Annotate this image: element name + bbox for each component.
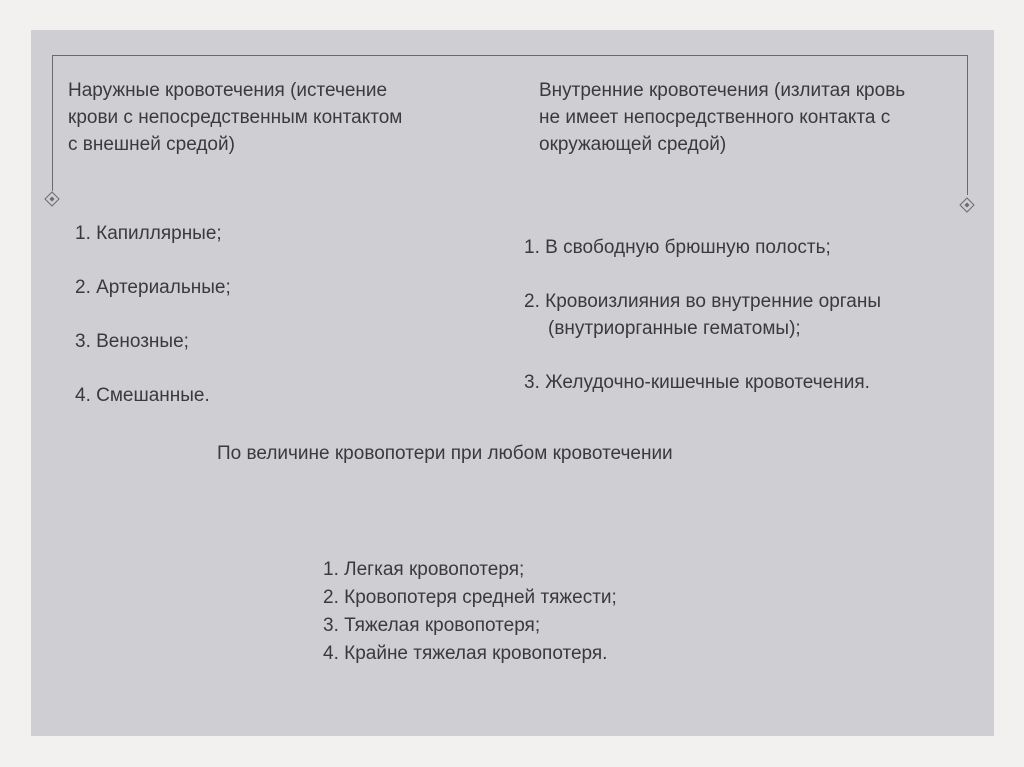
list-item: 2. Кровопотеря средней тяжести; [323,587,617,608]
list-item [524,288,881,342]
heading-line: с внешней средой) [68,134,235,155]
list-item: 1. Капиллярные; [75,223,222,244]
list-item: 1. Легкая кровопотеря; [323,559,525,580]
list-item: 2. Артериальные; [75,277,231,298]
list-item [524,234,881,261]
frame-left-line [52,55,53,191]
internal-bleeding-heading [539,77,905,158]
list-item: 3. Венозные; [75,331,189,352]
heading-line: Наружные кровотечения (истечение [68,80,388,101]
heading-line: не имеет непосредственного контакта с [539,107,891,128]
list-item: 4. Крайне тяжелая кровопотеря. [323,643,608,664]
blood-loss-list [323,556,617,668]
frame-top-line [52,55,968,56]
external-bleeding-heading [68,77,402,158]
list-item: 4. Смешанные. [75,385,210,406]
list-item-continuation: (внутриорганные гематомы); [548,318,801,339]
diamond-dot-icon [959,197,975,213]
list-item-text: 3. Желудочно-кишечные кровотечения. [524,372,870,393]
heading-line: крови с непосредственным контактом [68,107,403,128]
heading-line: окружающей средой) [539,134,727,155]
diamond-dot-icon [44,191,60,207]
list-item-text: 1. В свободную брюшную полость; [524,237,831,258]
frame-right-line [967,55,968,195]
internal-bleeding-list [524,234,881,423]
list-item-text: 2. Кровоизлияния во внутренние органы [524,291,882,312]
list-item: 3. Тяжелая кровопотеря; [323,615,541,636]
heading-line: Внутренние кровотечения (излитая кровь [539,80,906,101]
external-bleeding-list [75,220,231,436]
list-item [524,369,881,396]
blood-loss-heading: По величине кровопотери при любом кровотечении [217,443,673,464]
